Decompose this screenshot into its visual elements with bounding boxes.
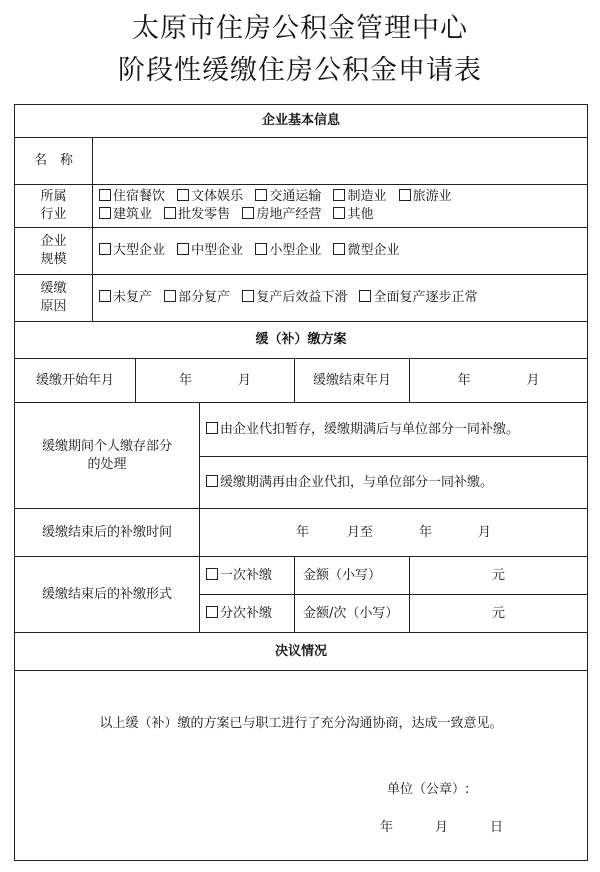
- reason-label: [15, 275, 93, 322]
- day-label: 日: [490, 820, 504, 835]
- industry-option[interactable]: 旅游业: [399, 189, 452, 204]
- amount-per-field[interactable]: [410, 595, 588, 633]
- year-label: 年: [457, 372, 471, 388]
- checkbox-icon: [333, 243, 345, 255]
- year-label: 年: [419, 524, 433, 540]
- scale-option[interactable]: 中型企业: [177, 243, 243, 258]
- end-month-field[interactable]: [410, 359, 588, 403]
- name-field[interactable]: [93, 138, 588, 185]
- checkbox-icon: [206, 568, 218, 580]
- checkbox-icon: [242, 290, 254, 302]
- reason-option[interactable]: 全面复产逐步正常: [359, 290, 477, 305]
- scale-option[interactable]: 微型企业: [333, 243, 399, 258]
- industry-label: [15, 185, 93, 228]
- personal-label-line1: 缓缴期间个人缴存部分: [41, 438, 172, 454]
- checkbox-icon: [359, 290, 371, 302]
- repay-time-field[interactable]: [200, 509, 588, 557]
- checkbox-icon: [242, 207, 254, 219]
- reason-option[interactable]: 部分复产: [164, 290, 230, 305]
- month-label: 月: [435, 820, 449, 835]
- section-resolution: 决议情况: [15, 633, 588, 671]
- amount-label: 金额（小写）: [295, 557, 410, 595]
- repay-form-label: 缓缴结束后的补缴形式: [15, 557, 200, 633]
- industry-option[interactable]: 交通运输: [255, 189, 321, 204]
- yuan-label: 元: [492, 567, 506, 583]
- resolution-text: 以上缓（补）缴的方案已与职工进行了充分沟通协商，达成一致意见。: [99, 716, 503, 731]
- reason-option[interactable]: 未复产: [99, 290, 152, 305]
- resolution-date[interactable]: [380, 819, 503, 837]
- scale-label: [15, 228, 93, 275]
- checkbox-icon: [177, 189, 189, 201]
- resolution-area: [15, 671, 588, 861]
- month-label: 月: [526, 372, 540, 388]
- checkbox-icon: [99, 207, 111, 219]
- amount-field[interactable]: [410, 557, 588, 595]
- checkbox-icon: [255, 189, 267, 201]
- industry-option[interactable]: 房地产经营: [242, 207, 321, 222]
- month-label: 月: [238, 372, 252, 388]
- checkbox-icon: [333, 207, 345, 219]
- checkbox-icon: [164, 207, 176, 219]
- year-label: 年: [178, 372, 192, 388]
- checkbox-icon: [99, 290, 111, 302]
- checkbox-icon: [399, 189, 411, 201]
- document-subtitle: 阶段性缓缴住房公积金申请表: [118, 55, 482, 86]
- lump-sum-option[interactable]: 一次补缴: [200, 557, 295, 595]
- reason-label-line1: 缓缴: [40, 281, 67, 297]
- amount-per-label: 金额/次（小写）: [295, 595, 410, 633]
- checkbox-icon: [333, 189, 345, 201]
- document-title: 太原市住房公积金管理中心: [132, 13, 468, 44]
- unit-seal-label: 单位（公章）:: [387, 782, 470, 797]
- industry-options: [93, 185, 588, 228]
- industry-option[interactable]: 文体娱乐: [177, 189, 243, 204]
- personal-handling-label: [15, 403, 200, 509]
- checkbox-icon: [164, 290, 176, 302]
- installment-option[interactable]: 分次补缴: [200, 595, 295, 633]
- yuan-label: 元: [492, 605, 506, 621]
- industry-option[interactable]: 制造业: [333, 189, 386, 204]
- scale-option[interactable]: 大型企业: [99, 243, 165, 258]
- reason-label-line2: 原因: [40, 299, 67, 314]
- checkbox-icon: [99, 189, 111, 201]
- reason-options: [93, 275, 588, 322]
- month-to-label: 月至: [347, 524, 374, 540]
- start-month-field[interactable]: [136, 359, 295, 403]
- checkbox-icon: [255, 243, 267, 255]
- industry-option[interactable]: 住宿餐饮: [99, 189, 165, 204]
- scale-label-line1: 企业: [40, 234, 67, 250]
- start-month-label: 缓缴开始年月: [15, 359, 136, 403]
- industry-label-line2: 行业: [40, 207, 67, 222]
- personal-option-1[interactable]: 由企业代扣暂存，缓缴期满后与单位部分一同补缴。: [200, 403, 588, 457]
- checkbox-icon: [177, 243, 189, 255]
- scale-label-line2: 规模: [40, 252, 67, 267]
- repay-time-label: 缓缴结束后的补缴时间: [15, 509, 200, 557]
- industry-option[interactable]: 建筑业: [99, 207, 152, 222]
- name-label: 名 称: [15, 138, 93, 185]
- checkbox-icon: [206, 475, 218, 487]
- application-form: [14, 104, 588, 861]
- industry-option[interactable]: 批发零售: [164, 207, 230, 222]
- reason-option[interactable]: 复产后效益下滑: [242, 290, 347, 305]
- scale-options: [93, 228, 588, 275]
- checkbox-icon: [99, 243, 111, 255]
- year-label: 年: [380, 820, 394, 835]
- industry-option[interactable]: 其他: [333, 207, 373, 222]
- scale-option[interactable]: 小型企业: [255, 243, 321, 258]
- section-basic-info: 企业基本信息: [15, 105, 588, 138]
- personal-label-line2: 的处理: [87, 456, 127, 472]
- checkbox-icon: [206, 606, 218, 618]
- month-label: 月: [478, 524, 492, 540]
- checkbox-icon: [206, 422, 218, 434]
- industry-label-line1: 所属: [40, 189, 67, 205]
- section-plan: 缓（补）缴方案: [15, 322, 588, 359]
- end-month-label: 缓缴结束年月: [295, 359, 410, 403]
- personal-option-2[interactable]: 缓缴期满再由企业代扣，与单位部分一同补缴。: [200, 457, 588, 509]
- year-label: 年: [296, 524, 310, 540]
